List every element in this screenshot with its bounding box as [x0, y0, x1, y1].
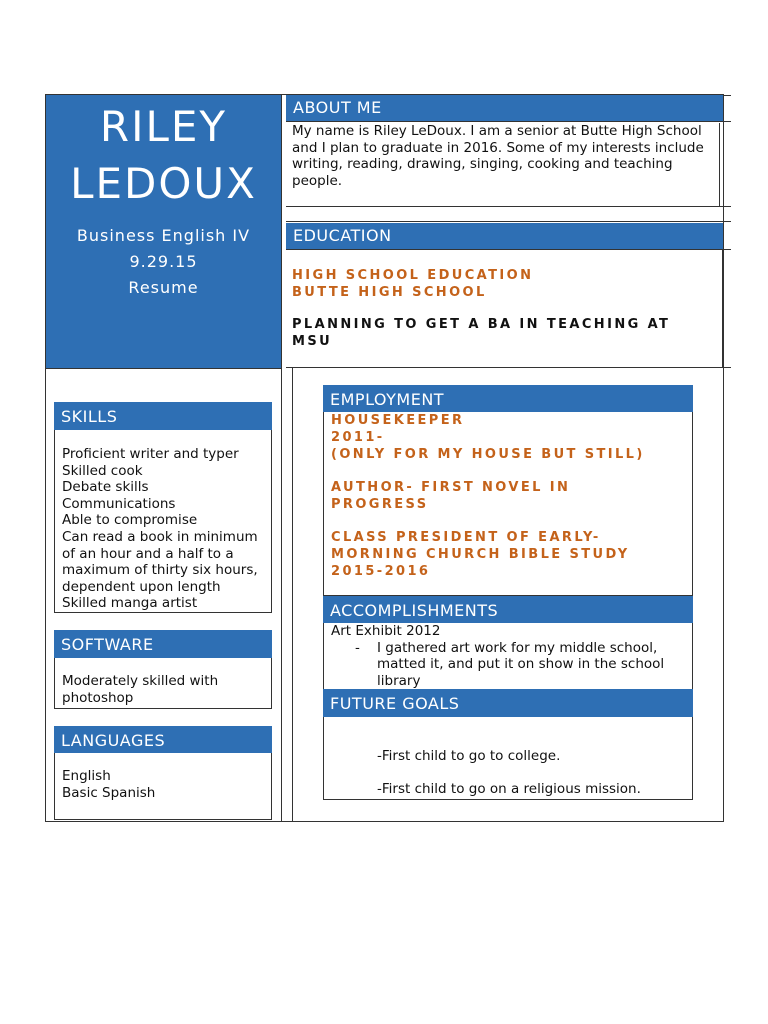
language-item: English — [62, 768, 111, 784]
accomplishment-detail: I gathered art work for my middle school, matted it, and put it on show in the school library — [377, 639, 665, 689]
job-3-year: 2015-2016 — [331, 564, 431, 579]
about-heading-rule — [286, 121, 731, 122]
about-gap-rule — [286, 221, 731, 222]
skill-item: Debate skills — [62, 479, 149, 496]
skill-item: Proficient writer and typer — [62, 446, 239, 462]
first-name: RILEY — [99, 102, 228, 151]
education-body — [286, 250, 723, 367]
about-bottom-rule — [286, 206, 731, 207]
skill-item: Skilled cook — [62, 462, 143, 479]
goals-body — [323, 717, 693, 800]
skill-item: Can read a book in minimum of an hour and a half to a maximum of thirty six hours, dependent upon length — [62, 528, 258, 595]
job-1-note: (ONLY FOR MY HOUSE BUT STILL) — [331, 447, 645, 462]
bullet-dash: - — [355, 639, 360, 656]
job-1-title: HOUSEKEEPER — [331, 413, 465, 428]
education-bottom-rule — [286, 367, 731, 368]
skill-item: Skilled manga artist — [62, 595, 198, 612]
course-name: Business English IV — [76, 226, 251, 245]
skills-heading: SKILLS — [54, 402, 272, 430]
skill-item: Communications — [62, 495, 176, 512]
languages-heading: LANGUAGES — [54, 726, 272, 753]
about-text: My name is Riley LeDoux. I am a senior at Butte High School and I plan to graduate in 2016. Some of my interests include writing, reading, drawing, singing, cooking and teaching people. — [292, 123, 720, 206]
education-line-2: BUTTE HIGH SCHOOL — [292, 285, 487, 300]
skills-list — [54, 430, 272, 613]
employment-body — [323, 412, 693, 596]
accomplishments-body — [323, 623, 693, 689]
software-text: Moderately skilled with photoshop — [54, 658, 272, 709]
left-column-rule — [46, 368, 282, 369]
skill-item: Able to compromise — [62, 512, 198, 529]
name-block — [46, 95, 281, 368]
accomplishment-heading: Art Exhibit 2012 — [331, 623, 441, 639]
about-top-rule — [723, 95, 731, 96]
job-3: CLASS PRESIDENT OF EARLY-MORNING CHURCH BIBLE STUDY — [331, 530, 630, 562]
goal-item-2: -First child to go on a religious mission. — [377, 780, 641, 797]
software-heading: SOFTWARE — [54, 630, 272, 658]
employment-heading: EMPLOYMENT — [323, 385, 693, 412]
document-type: Resume — [128, 278, 199, 297]
accomplishments-heading: ACCOMPLISHMENTS — [323, 596, 693, 623]
goals-heading: FUTURE GOALS — [323, 689, 693, 717]
accomplishment-item — [331, 640, 680, 690]
education-line-1: HIGH SCHOOL EDUCATION — [292, 268, 534, 283]
languages-list — [54, 753, 272, 820]
job-1-year: 2011- — [331, 430, 385, 445]
education-heading: EDUCATION — [286, 223, 723, 250]
goal-item-1: -First child to go to college. — [377, 748, 561, 764]
last-name: LEDOUX — [70, 159, 257, 208]
education-plan: PLANNING TO GET A BA IN TEACHING AT MSU — [292, 317, 671, 349]
about-heading: ABOUT ME — [286, 95, 723, 122]
column-divider-right — [292, 368, 293, 822]
language-item: Basic Spanish — [62, 784, 156, 801]
resume-date: 9.29.15 — [129, 252, 198, 271]
column-divider-left — [281, 95, 282, 822]
job-2: AUTHOR- FIRST NOVEL IN PROGRESS — [331, 480, 571, 512]
